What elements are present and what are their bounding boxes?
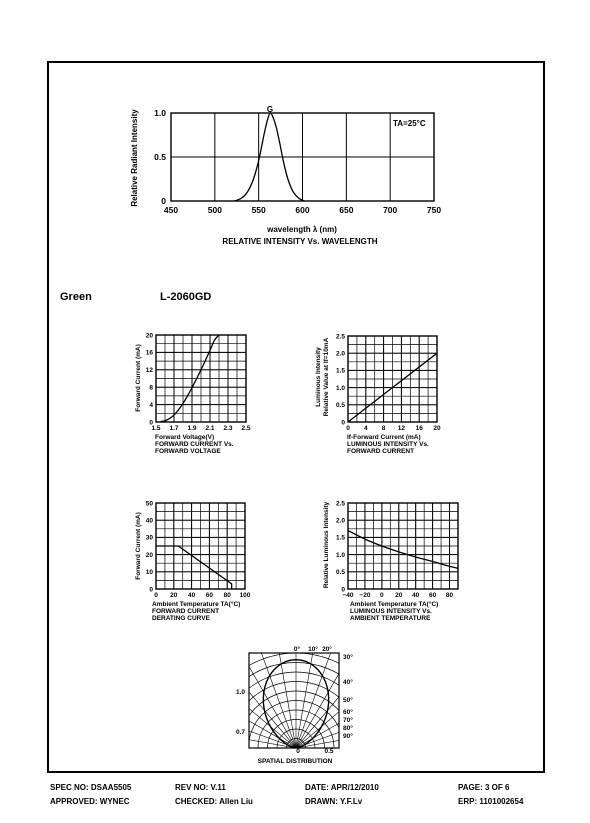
y-tick-label: 1.0 [335, 551, 345, 559]
angle-label: 50° [343, 697, 353, 704]
spectrum-title: RELATIVE INTENSITY Vs. WAVELENGTH [222, 237, 378, 246]
y-tick-label: 40 [145, 517, 153, 525]
x-tick-label: 1.5 [151, 425, 161, 432]
x-tick-label: 2.1 [205, 425, 215, 432]
side-label: 0.7 [235, 729, 245, 736]
x-tick-label: 0 [346, 425, 350, 432]
y-tick-label: 2.0 [335, 517, 345, 525]
derating-title-line-1: FORWARD CURRENT [152, 608, 220, 615]
x-tick-label: 700 [383, 205, 398, 215]
iv-xlabel: Forward Voltage(V) [155, 434, 215, 441]
angle-label: 40° [343, 679, 353, 686]
lumtemp-ylabel: Relative Luminous Intensity [323, 501, 330, 589]
product-part-number: L-2060GD [160, 291, 212, 303]
x-tick-label: 8 [381, 425, 386, 432]
y-tick-label: 2.5 [335, 500, 345, 508]
lumcur-xlabel: If-Forward Current (mA) [347, 434, 421, 441]
x-tick-label: 0 [154, 592, 158, 599]
lumtemp-xlabel: Ambient Temperature TA(°C) [350, 601, 439, 608]
x-tick-label: 550 [251, 205, 266, 215]
angle-label: 10° [308, 646, 318, 653]
y-tick-label: 0 [341, 419, 345, 427]
y-tick-label: 4 [149, 401, 153, 409]
derating-ylabel: Forward Current (mA) [135, 512, 142, 580]
x-tick-label: 20 [395, 592, 403, 599]
x-tick-label: 0 [380, 592, 384, 599]
x-tick-label: 1.9 [187, 425, 197, 432]
x-tick-label: 60 [428, 592, 437, 599]
y-tick-label: 10 [145, 569, 153, 577]
iv-title-line-1: FORWARD CURRENT Vs. [155, 441, 234, 448]
lumcur-title-line-1: LUMINOUS INTENSITY Vs. [347, 441, 429, 448]
product-color: Green [60, 291, 92, 303]
y-tick-label: 0 [341, 586, 345, 594]
x-tick-label: 60 [205, 592, 214, 599]
y-tick-label: 50 [145, 500, 153, 508]
x-tick-label: 80 [223, 592, 231, 599]
y-tick-label: 20 [145, 551, 153, 559]
side-label: 1.0 [235, 689, 245, 696]
spatial-plot [182, 634, 410, 755]
y-tick-label: 0 [149, 419, 153, 427]
spatial-title: SPATIAL DISTRIBUTION [257, 758, 333, 765]
iv-ylabel: Forward Current (mA) [135, 344, 142, 412]
y-tick-label: 0.5 [335, 569, 345, 577]
iv-title-line-2: FORWARD VOLTAGE [155, 448, 221, 455]
x-tick-label: 100 [239, 592, 251, 599]
x-tick-label: 2.3 [223, 425, 233, 432]
y-tick-label: 16 [145, 349, 153, 357]
radial-label: 0 [296, 748, 300, 755]
y-tick-label: 20 [145, 332, 153, 340]
x-tick-label: 40 [412, 592, 420, 599]
footer-drawn: DRAWN: Y.F.Lv [305, 797, 363, 806]
radial-label: 0.5 [324, 748, 334, 755]
x-tick-label: 750 [426, 205, 442, 215]
x-tick-label: 80 [445, 592, 454, 599]
footer-spec-no: SPEC NO: DSAA5505 [50, 783, 132, 792]
angle-label: 70° [343, 717, 353, 724]
angle-label: 80° [343, 725, 353, 732]
spectrum-ylabel: Relative Radiant Intensity [130, 109, 139, 207]
footer-approved: APPROVED: WYNEC [50, 797, 130, 806]
y-tick-label: 1.0 [154, 107, 166, 118]
x-tick-label: 12 [397, 425, 406, 432]
angle-label: 20° [322, 646, 332, 653]
x-tick-label: 450 [163, 205, 179, 215]
lumcur-ylabel-line-2: Relative Value at If=10mA [323, 337, 330, 417]
y-tick-label: 1.5 [335, 534, 345, 542]
y-tick-label: 0 [161, 195, 166, 206]
spectrum-xlabel: wavelength λ (nm) [267, 225, 337, 234]
x-tick-label: 4 [363, 425, 368, 432]
x-tick-label: −20 [359, 592, 371, 599]
y-tick-label: 8 [149, 384, 153, 392]
y-tick-label: 0.5 [154, 151, 166, 162]
derating-xlabel: Ambient Temperature TA(°C) [152, 601, 241, 608]
footer-page: PAGE: 3 OF 6 [458, 783, 510, 792]
y-tick-label: 1.0 [335, 384, 345, 392]
y-tick-label: 12 [145, 367, 153, 375]
footer-erp: ERP: 1101002654 [458, 797, 524, 806]
x-tick-label: 1.7 [169, 425, 179, 432]
lumcur-title-line-2: FORWARD CURRENT [347, 448, 415, 455]
x-tick-label: 20 [433, 425, 441, 432]
x-tick-label: 40 [187, 592, 196, 599]
footer-checked: CHECKED: Allen Liu [175, 797, 253, 806]
angle-label: 60° [343, 709, 353, 716]
y-tick-label: 0.5 [335, 402, 345, 410]
spectrum-peak-label: G [266, 105, 274, 114]
x-tick-label: 16 [415, 425, 423, 432]
lumtemp-title-line-1: LUMINOUS INTENSITY Vs. [350, 608, 432, 615]
x-tick-label: −40 [342, 592, 354, 599]
x-tick-label: 2.5 [241, 425, 251, 432]
x-tick-label: 20 [170, 592, 178, 599]
y-tick-label: 30 [145, 534, 153, 542]
spectrum-annotation: TA=25°C [393, 119, 426, 128]
lumtemp-title-line-2: AMBIENT TEMPERATURE [350, 615, 431, 622]
angle-label: 0° [293, 646, 301, 653]
x-tick-label: 600 [295, 205, 310, 215]
y-tick-label: 1.5 [335, 367, 345, 375]
x-tick-label: 650 [339, 205, 354, 215]
angle-label: 30° [343, 654, 353, 661]
footer-rev-no: REV NO: V.11 [175, 783, 226, 792]
y-tick-label: 2.5 [335, 333, 345, 341]
footer-date: DATE: APR/12/2010 [305, 783, 379, 792]
x-tick-label: 500 [207, 205, 222, 215]
derating-title-line-2: DERATING CURVE [152, 615, 210, 622]
y-tick-label: 2.0 [335, 350, 345, 358]
angle-label: 90° [343, 733, 353, 740]
y-tick-label: 0 [149, 586, 153, 594]
lumcur-ylabel-line-1: Luminous Intensity [315, 347, 322, 407]
